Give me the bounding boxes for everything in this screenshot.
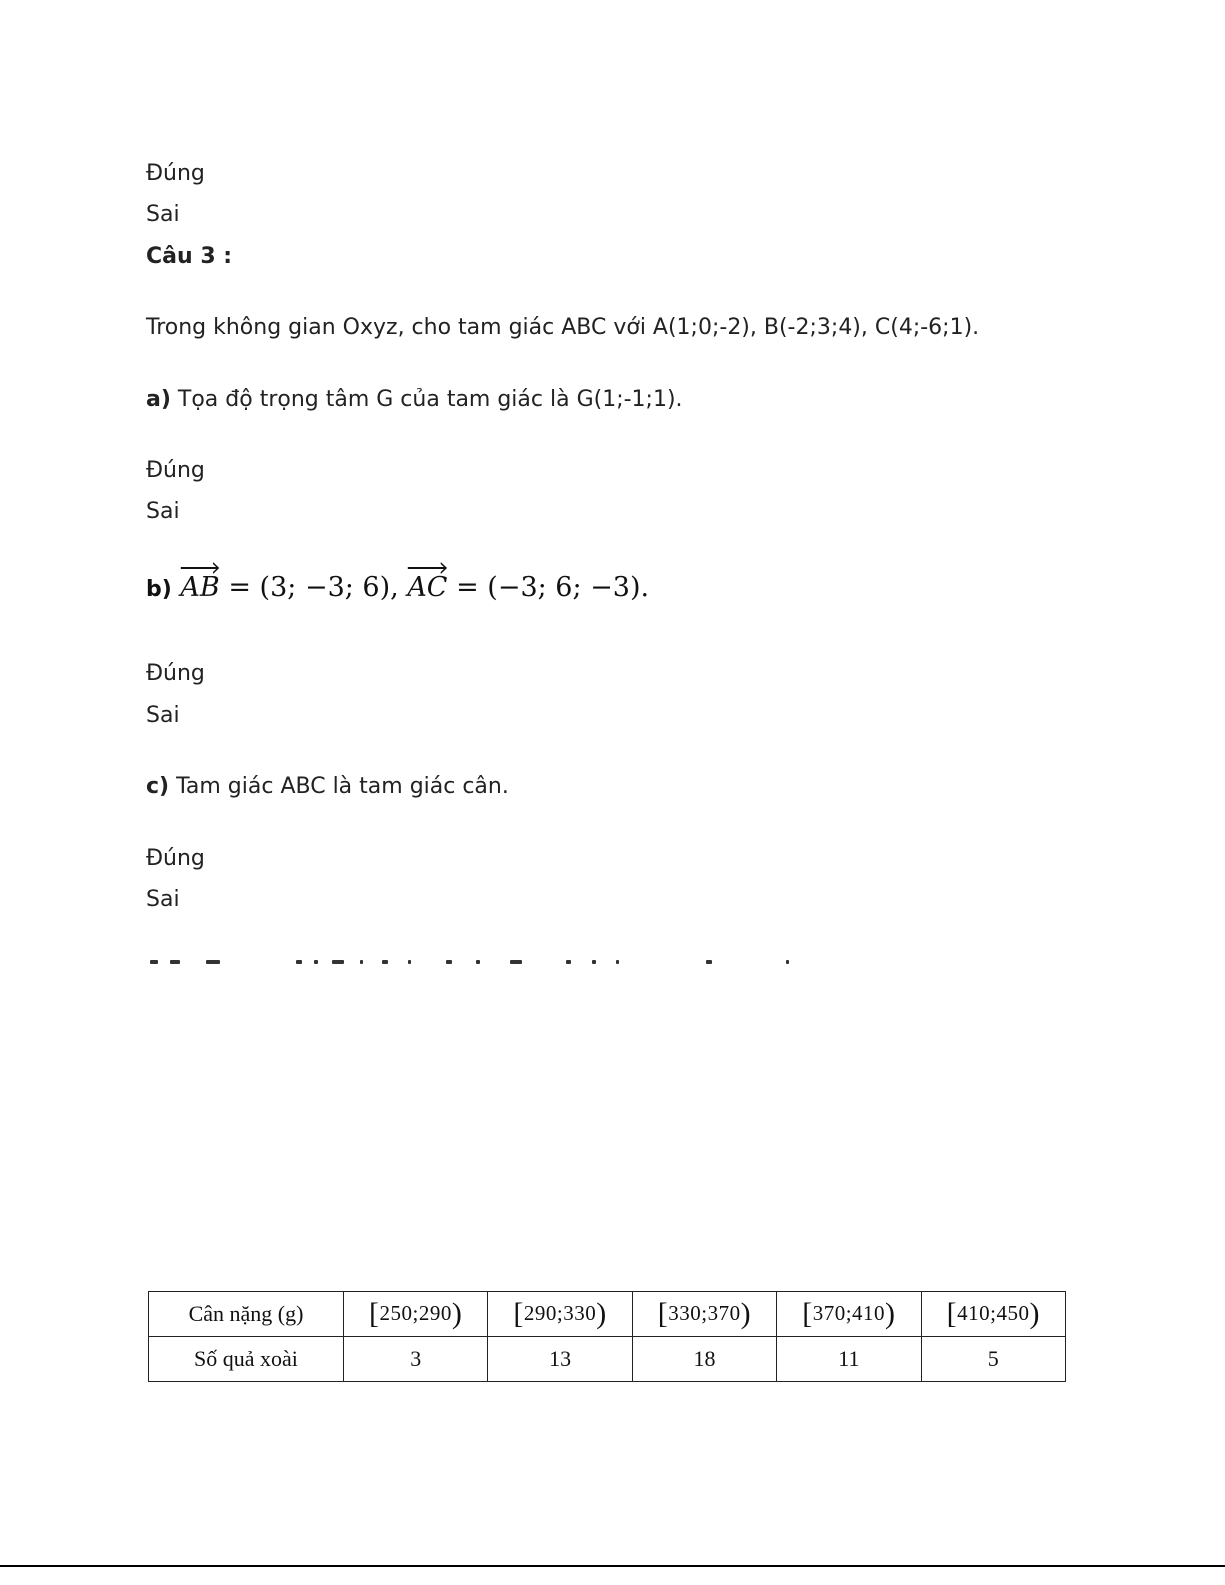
item-c-option-false[interactable]: Sai [146, 887, 180, 912]
vector-arrow-icon [180, 562, 219, 574]
question-label: Câu 3 : [146, 244, 233, 269]
item-c-text: Tam giác ABC là tam giác cân. [176, 774, 509, 799]
vector-ab [180, 568, 219, 608]
row-header-count: Số quả xoài [149, 1337, 344, 1382]
prev-option-false[interactable]: Sai [146, 202, 180, 227]
vector-arrow-icon [407, 562, 447, 574]
item-b [146, 568, 649, 610]
count-cell: 3 [344, 1337, 488, 1382]
item-a-option-true[interactable]: Đúng [146, 458, 205, 483]
count-cell: 11 [777, 1337, 921, 1382]
interval-cell: [370;410) [777, 1292, 921, 1337]
count-cell: 13 [488, 1337, 632, 1382]
interval-cell: [330;370) [632, 1292, 776, 1337]
question-stem: Trong không gian Oxyz, cho tam giác ABC với A(1;0;-2), B(-2;3;4), C(4;-6;1). [146, 315, 980, 340]
interval-cell: [290;330) [488, 1292, 632, 1337]
item-c [146, 773, 509, 801]
table-row [149, 1337, 1066, 1382]
vector-ac [407, 568, 447, 608]
vector-ab-name: AB [180, 572, 220, 603]
count-cell: 5 [921, 1337, 1065, 1382]
cutoff-text-line [146, 958, 796, 966]
interval-cell: [250;290) [344, 1292, 488, 1337]
prev-option-true[interactable]: Đúng [146, 161, 205, 186]
table-row [149, 1292, 1066, 1337]
item-a-option-false[interactable]: Sai [146, 499, 180, 524]
vector-ac-value: = (−3; 6; −3). [456, 572, 650, 603]
page-bottom-rule [0, 1565, 1225, 1567]
row-header-weight: Cân nặng (g) [149, 1292, 344, 1337]
item-a-label: a) [146, 387, 171, 412]
item-b-option-false[interactable]: Sai [146, 703, 180, 728]
count-cell: 18 [632, 1337, 776, 1382]
vector-ac-name: AC [407, 572, 448, 603]
item-b-option-true[interactable]: Đúng [146, 661, 205, 686]
item-a-text: Tọa độ trọng tâm G của tam giác là G(1;-1;1). [177, 387, 683, 412]
item-b-label: b) [146, 577, 172, 602]
item-a [146, 386, 683, 414]
item-c-label: c) [146, 774, 170, 799]
interval-cell: [410;450) [921, 1292, 1065, 1337]
item-c-option-true[interactable]: Đúng [146, 846, 205, 871]
mango-weight-table [148, 1291, 1066, 1382]
vector-ab-value: = (3; −3; 6), [228, 572, 399, 603]
